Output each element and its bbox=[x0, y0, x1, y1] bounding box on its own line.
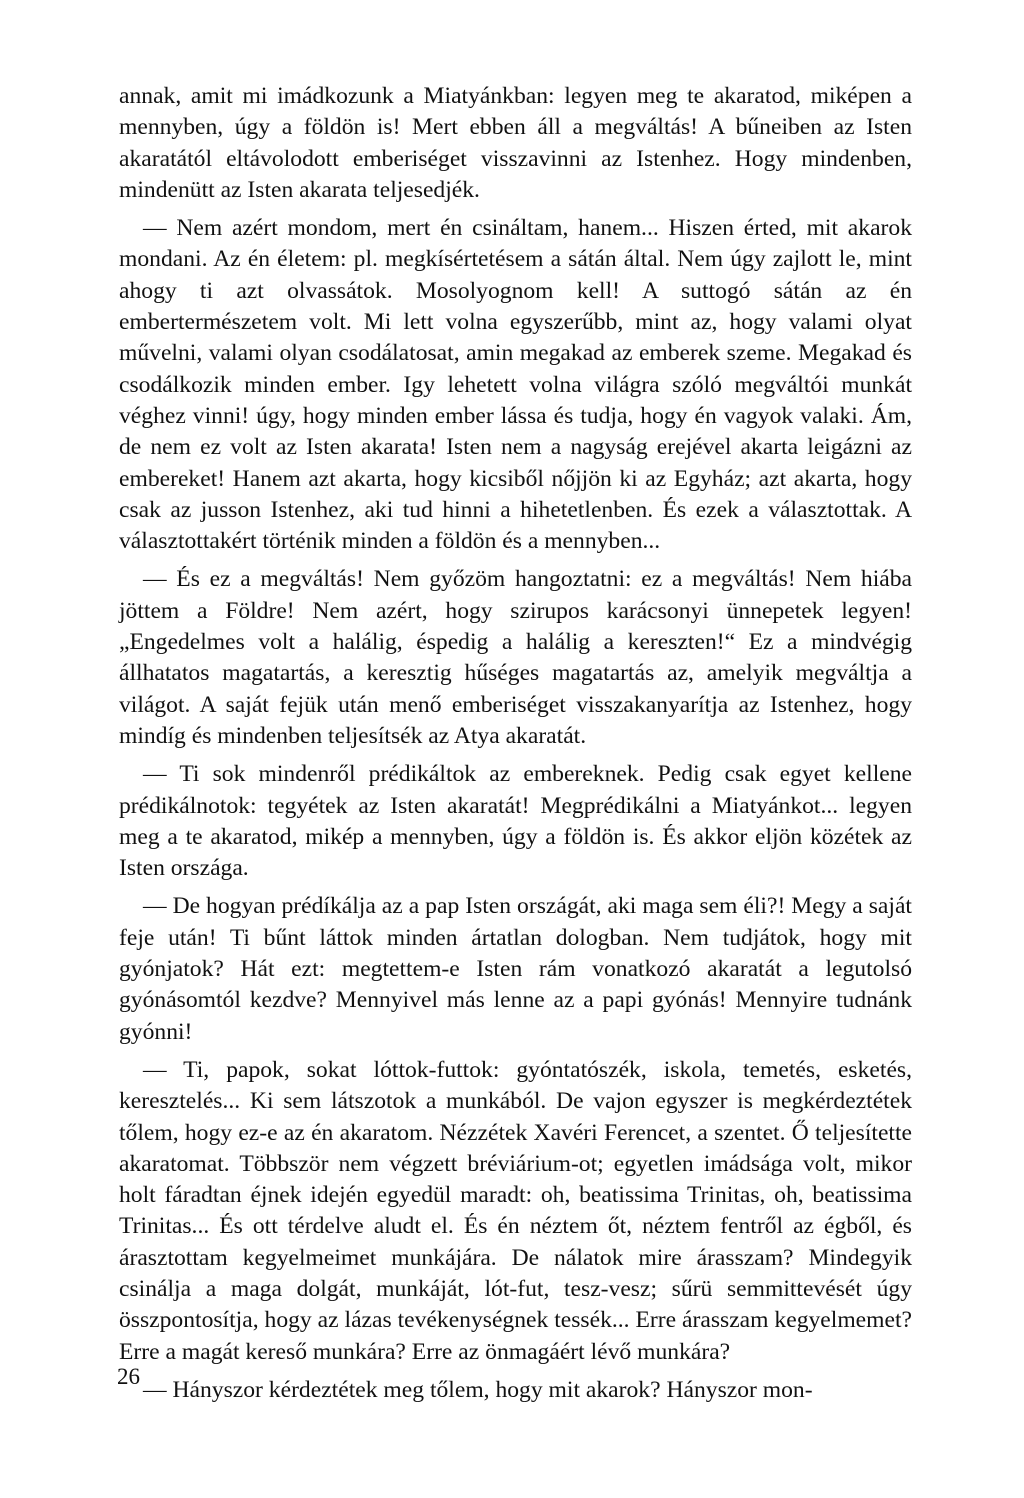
paragraph-dialogue: — De hogyan prédíkálja az a pap Isten országát, aki maga sem éli?! Megy a saját feje után! Ti bűnt láttok minden ártatlan dologban. Nem tudjátok, hogy mit gyónjatok? Hát ezt: megtettem-e Isten rám vonatkozó akaratát a legutolsó gyónásomtól kezdve? Mennyivel más lenne az a papi gyónás! Mennyire tudnánk gyónni! bbox=[119, 893, 912, 1045]
paragraph-dialogue: — Ti, papok, sokat lóttok-futtok: gyóntatószék, iskola, temetés, esketés, keresztelés... Ki sem látszotok a munkából. De vajon egyszer is megkérdeztétek tőlem, hogy ez-e az én akaratom. Nézzétek Xavéri Ferencet, a szentet. Ő teljesítette akaratomat. Többször nem végzett bréviárium-ot; egyetlen imádsága volt, mikor holt fáradtan éjnek idején egyedül maradt: oh, beatissima Trinitas, oh, beatissima Trinitas... És ott térdelve aludt el. És én néztem őt, néztem fentről az égből, és árasztottam kegyelmeimet munkájára. De nálatok mire árasszam? Mindegyik csinálja a maga dolgát, munkáját, lót-fut, tesz-vesz; sűrü semmittevését úgy összpontosítja, hogy az lázas tevékenységnek tessék... Erre árasszam kegyelmemet? Erre a magát kereső munkára? Erre az önmagáért lévő munkára? bbox=[119, 1056, 912, 1365]
page-number: 26 bbox=[117, 1364, 140, 1389]
book-page-text bbox=[119, 81, 912, 1406]
paragraph-dialogue: — Nem azért mondom, mert én csináltam, hanem... Hiszen érted, mit akarok mondani. Az én életem: pl. megkísértetésem a sátán által. Nem úgy zajlott le, mint ahogy ti azt olvassátok. Mosolyognom kell! A suttogó sátán az én embertermészetem volt. Mi lett volna egyszerűbb, mint az, hogy valami olyat művelni, valami olyan csodálatosat, amin megakad az emberek szeme. Megakad és csodálkozik minden ember. Igy lehetett volna világra szóló megváltói munkát véghez vinni! úgy, hogy minden ember lássa és tudja, hogy én vagyok valaki. Ám, de nem ez volt az Isten akarata! Isten nem a nagyság erejével akarta leigázni az embereket! Hanem azt akarta, hogy kicsiből nőjjön ki az Egyház; azt akarta, hogy csak az jusson Istenhez, aki tud hinni a hihetetlenben. És ezek a választottak. A választottakért történik minden a földön és a mennyben... bbox=[119, 215, 912, 555]
paragraph-dialogue: — És ez a megváltás! Nem győzöm hangoztatni: ez a megváltás! Nem hiába jöttem a Földre! Nem azért, hogy szirupos karácsonyi ünnepetek legyen! „Engedelmes volt a halálig, éspedig a halálig a kereszten!“ Ez a mindvégig állhatatos magatartás, a keresztig hűséges magatartás az, amelyik megváltja a világot. A saját fejük után menő emberiséget visszakanyarítja az Istenhez, hogy mindíg és mindenben teljesítsék az Atya akaratát. bbox=[119, 566, 912, 749]
paragraph-dialogue: — Ti sok mindenről prédikáltok az embereknek. Pedig csak egyet kellene prédikálnotok: tegyétek az Isten akaratát! Megprédikálni a Miatyánkot... legyen meg a te akaratod, mikép a mennyben, úgy a földön is. És akkor eljön közétek az Isten országa. bbox=[119, 761, 912, 882]
paragraph-continuation: annak, amit mi imádkozunk a Miatyánkban: legyen meg te akaratod, miképen a mennyben, úgy a földön is! Mert ebben áll a megváltás! A bűneiben az Isten akaratától eltávolodott emberiséget visszavinni az Istenhez. Hogy mindenben, mindenütt az Isten akarata teljesedjék. bbox=[119, 83, 912, 203]
paragraph-dialogue-truncated: — Hányszor kérdeztétek meg tőlem, hogy mit akarok? Hányszor mon- bbox=[143, 1376, 813, 1403]
